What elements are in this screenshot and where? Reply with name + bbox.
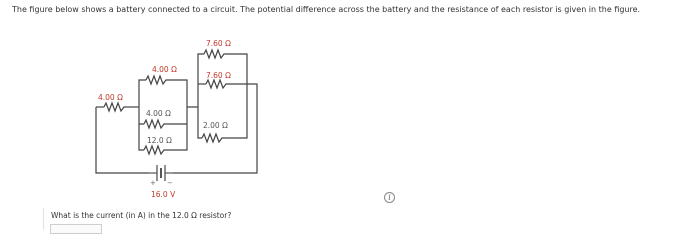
resistor-2-right-label: 2.00 Ω — [203, 121, 228, 130]
resistor-7-inner-zigzag — [206, 80, 228, 88]
resistor-4-mid-label: 4.00 Ω — [146, 109, 171, 118]
resistor-4-mid-zigzag — [144, 120, 166, 128]
resistor-7-top-label: 7.60 Ω — [206, 39, 231, 48]
resistor-4-left-zigzag — [104, 103, 126, 111]
resistor-4-upper-zigzag — [146, 76, 168, 84]
resistor-4-upper-label: 4.00 Ω — [152, 65, 177, 74]
info-icon[interactable]: i — [384, 192, 395, 203]
answer-input[interactable] — [50, 224, 102, 234]
resistor-4-left-label: 4.00 Ω — [98, 93, 123, 102]
battery-minus: − — [167, 179, 173, 187]
battery-voltage-label: 16.0 V — [151, 190, 176, 199]
battery-plus: + — [150, 179, 156, 187]
question-text: What is the current (in A) in the 12.0 Ω resistor? — [51, 211, 232, 220]
resistor-12-label: 12.0 Ω — [147, 136, 172, 145]
answer-margin-rule — [43, 208, 44, 230]
resistor-7-top-zigzag — [204, 50, 226, 58]
resistor-2-right-zigzag — [202, 134, 224, 142]
problem-intro: The figure below shows a battery connected to a circuit. The potential difference across the battery and the resistance of each resistor is given in the figure. — [12, 5, 641, 14]
resistor-7-inner-label: 7.60 Ω — [206, 71, 231, 80]
resistor-12-zigzag — [144, 146, 166, 154]
